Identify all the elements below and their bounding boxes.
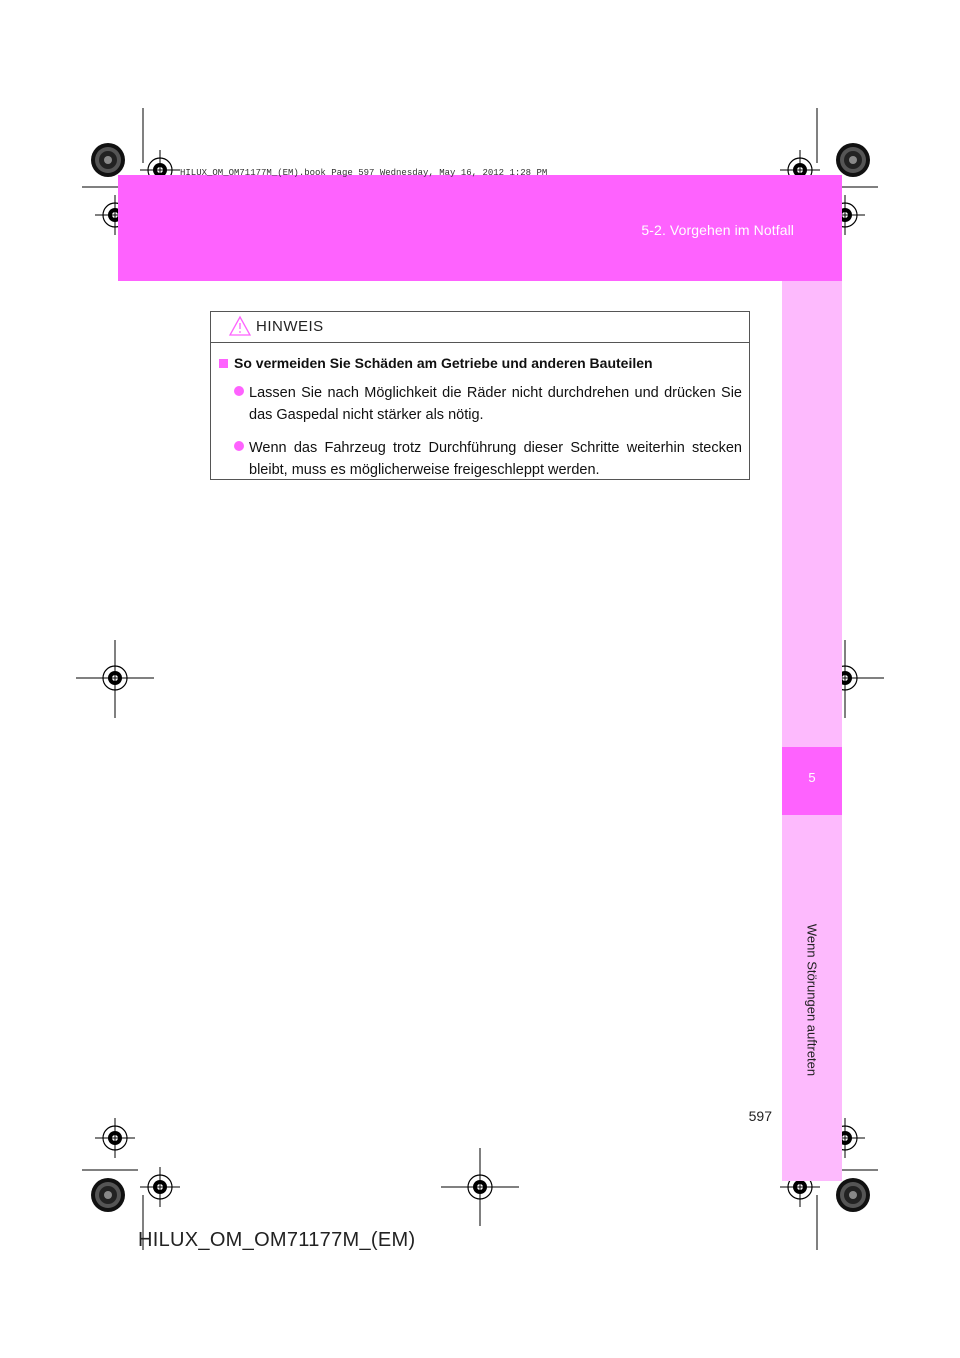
list-item-text: Wenn das Fahrzeug trotz Durchführung dieser Schritte weiterhin stecken bleibt, muss es möglicherweise freigeschleppt werden. <box>249 440 742 478</box>
notice-subheading <box>216 355 742 371</box>
dot-bullet-icon <box>234 441 244 451</box>
list-item <box>216 382 742 426</box>
book-file-line: HILUX_OM_OM71177M_(EM).book Page 597 Wednesday, May 16, 2012 1:28 PM <box>180 168 548 178</box>
section-title: 5-2. Vorgehen im Notfall <box>641 222 794 238</box>
notice-subheading-text: So vermeiden Sie Schäden am Getriebe und anderen Bauteilen <box>234 355 653 371</box>
notice-header <box>211 312 749 343</box>
warning-triangle-icon <box>228 315 252 337</box>
square-bullet-icon <box>219 359 228 368</box>
page-number: 597 <box>748 1108 772 1124</box>
notice-label: HINWEIS <box>256 318 324 335</box>
notice-body <box>211 343 749 481</box>
list-item-text: Lassen Sie nach Möglichkeit die Räder nicht durchdrehen und drücken Sie das Gaspedal nicht stärker als nötig. <box>249 385 742 423</box>
document-id: HILUX_OM_OM71177M_(EM) <box>138 1229 416 1251</box>
chapter-number: 5 <box>808 770 816 785</box>
dot-bullet-icon <box>234 386 244 396</box>
chapter-title: Wenn Störungen auftreten <box>804 923 820 1077</box>
list-item <box>216 437 742 481</box>
notice-box <box>210 311 750 480</box>
